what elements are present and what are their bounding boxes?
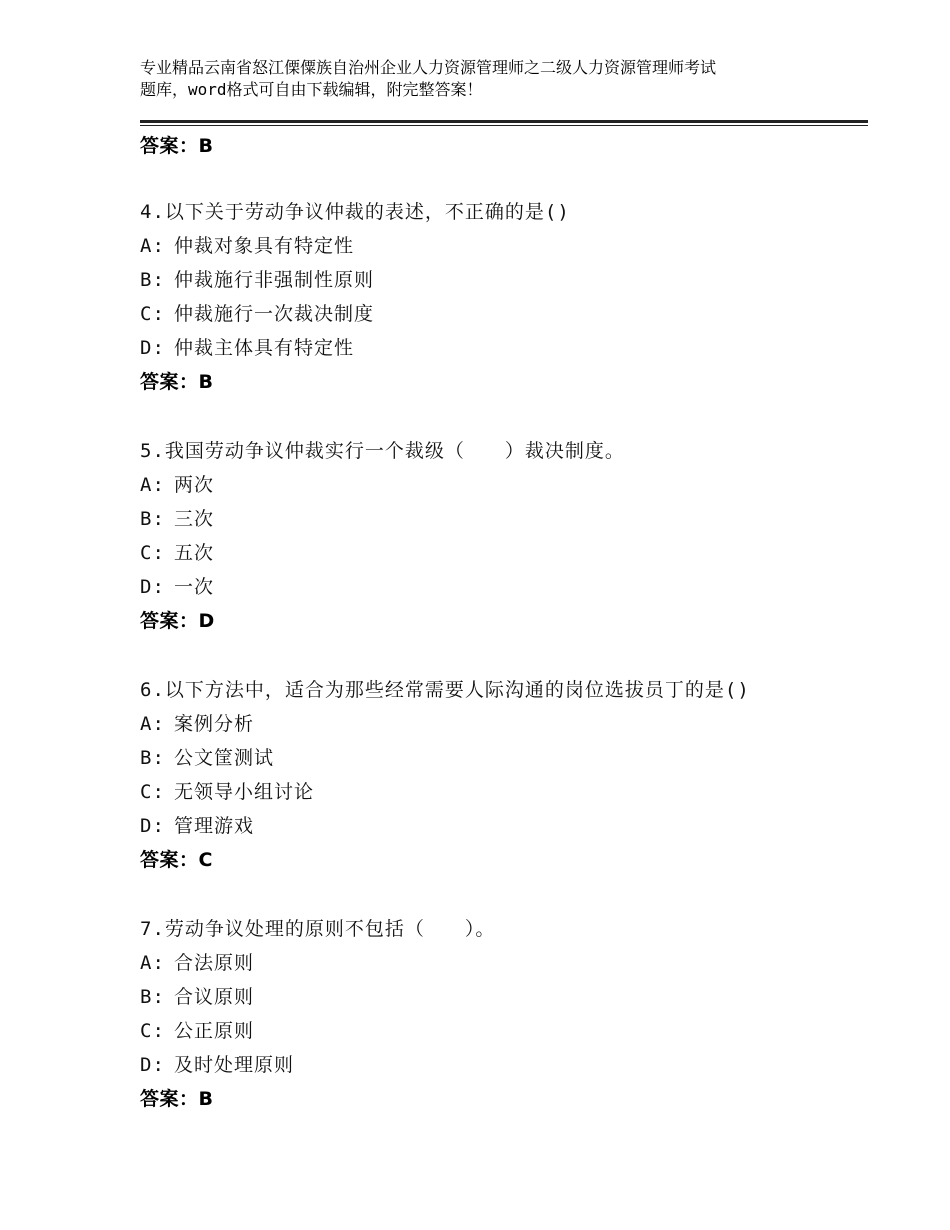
question-answer: 答案：B <box>140 1088 214 1110</box>
option-key: B: <box>140 508 165 530</box>
option-c <box>140 775 860 809</box>
option-b <box>140 980 860 1014</box>
option-key: C: <box>140 303 165 325</box>
question-4 <box>140 195 860 399</box>
option-b <box>140 741 860 775</box>
option-key: A: <box>140 713 165 735</box>
option-text: 公文筐测试 <box>174 747 275 769</box>
option-d <box>140 1048 860 1082</box>
question-5 <box>140 434 860 638</box>
option-text: 仲裁施行非强制性原则 <box>174 269 375 291</box>
previous-question-answer: 答案：B <box>140 135 214 157</box>
option-key: B: <box>140 986 165 1008</box>
question-7 <box>140 912 860 1116</box>
option-c <box>140 536 860 570</box>
option-text: 合议原则 <box>174 986 255 1008</box>
option-key: D: <box>140 1054 165 1076</box>
option-key: B: <box>140 747 165 769</box>
question-stem: 7.劳动争议处理的原则不包括（ ）。 <box>140 918 496 940</box>
option-c <box>140 1014 860 1048</box>
question-answer: 答案：C <box>140 849 213 871</box>
question-stem: 5.我国劳动争议仲裁实行一个裁级（ ）裁决制度。 <box>140 440 625 462</box>
option-text: 无领导小组讨论 <box>174 781 315 803</box>
option-text: 仲裁施行一次裁决制度 <box>174 303 375 325</box>
option-key: A: <box>140 235 165 257</box>
option-text: 五次 <box>174 542 215 564</box>
option-key: D: <box>140 337 165 359</box>
option-a <box>140 229 860 263</box>
option-key: D: <box>140 815 165 837</box>
option-d <box>140 809 860 843</box>
option-key: A: <box>140 952 165 974</box>
option-key: C: <box>140 542 165 564</box>
option-a <box>140 946 860 980</box>
header-divider-thin <box>140 125 868 126</box>
option-key: D: <box>140 576 165 598</box>
option-a <box>140 468 860 502</box>
option-key: C: <box>140 781 165 803</box>
option-key: C: <box>140 1020 165 1042</box>
option-a <box>140 707 860 741</box>
option-b <box>140 263 860 297</box>
question-answer: 答案：D <box>140 610 215 632</box>
option-text: 一次 <box>174 576 215 598</box>
option-d <box>140 331 860 365</box>
question-stem: 6.以下方法中，适合为那些经常需要人际沟通的岗位选拔员丁的是() <box>140 679 750 701</box>
question-6 <box>140 673 860 877</box>
option-text: 三次 <box>174 508 215 530</box>
option-key: B: <box>140 269 165 291</box>
question-answer: 答案：B <box>140 371 214 393</box>
document-header <box>140 57 830 101</box>
header-line-2: 题库，word格式可自由下载编辑，附完整答案！ <box>140 80 483 99</box>
option-text: 公正原则 <box>174 1020 255 1042</box>
question-stem: 4.以下关于劳动争议仲裁的表述，不正确的是() <box>140 201 570 223</box>
option-text: 仲裁主体具有特定性 <box>174 337 355 359</box>
option-d <box>140 570 860 604</box>
option-text: 管理游戏 <box>174 815 255 837</box>
option-c <box>140 297 860 331</box>
option-text: 两次 <box>174 474 215 496</box>
option-text: 合法原则 <box>174 952 255 974</box>
option-text: 仲裁对象具有特定性 <box>174 235 355 257</box>
option-text: 及时处理原则 <box>174 1054 295 1076</box>
option-b <box>140 502 860 536</box>
option-text: 案例分析 <box>174 713 255 735</box>
header-line-1: 专业精品云南省怒江傈僳族自治州企业人力资源管理师之二级人力资源管理师考试 <box>140 58 717 77</box>
header-divider-thick <box>140 120 868 123</box>
option-key: A: <box>140 474 165 496</box>
